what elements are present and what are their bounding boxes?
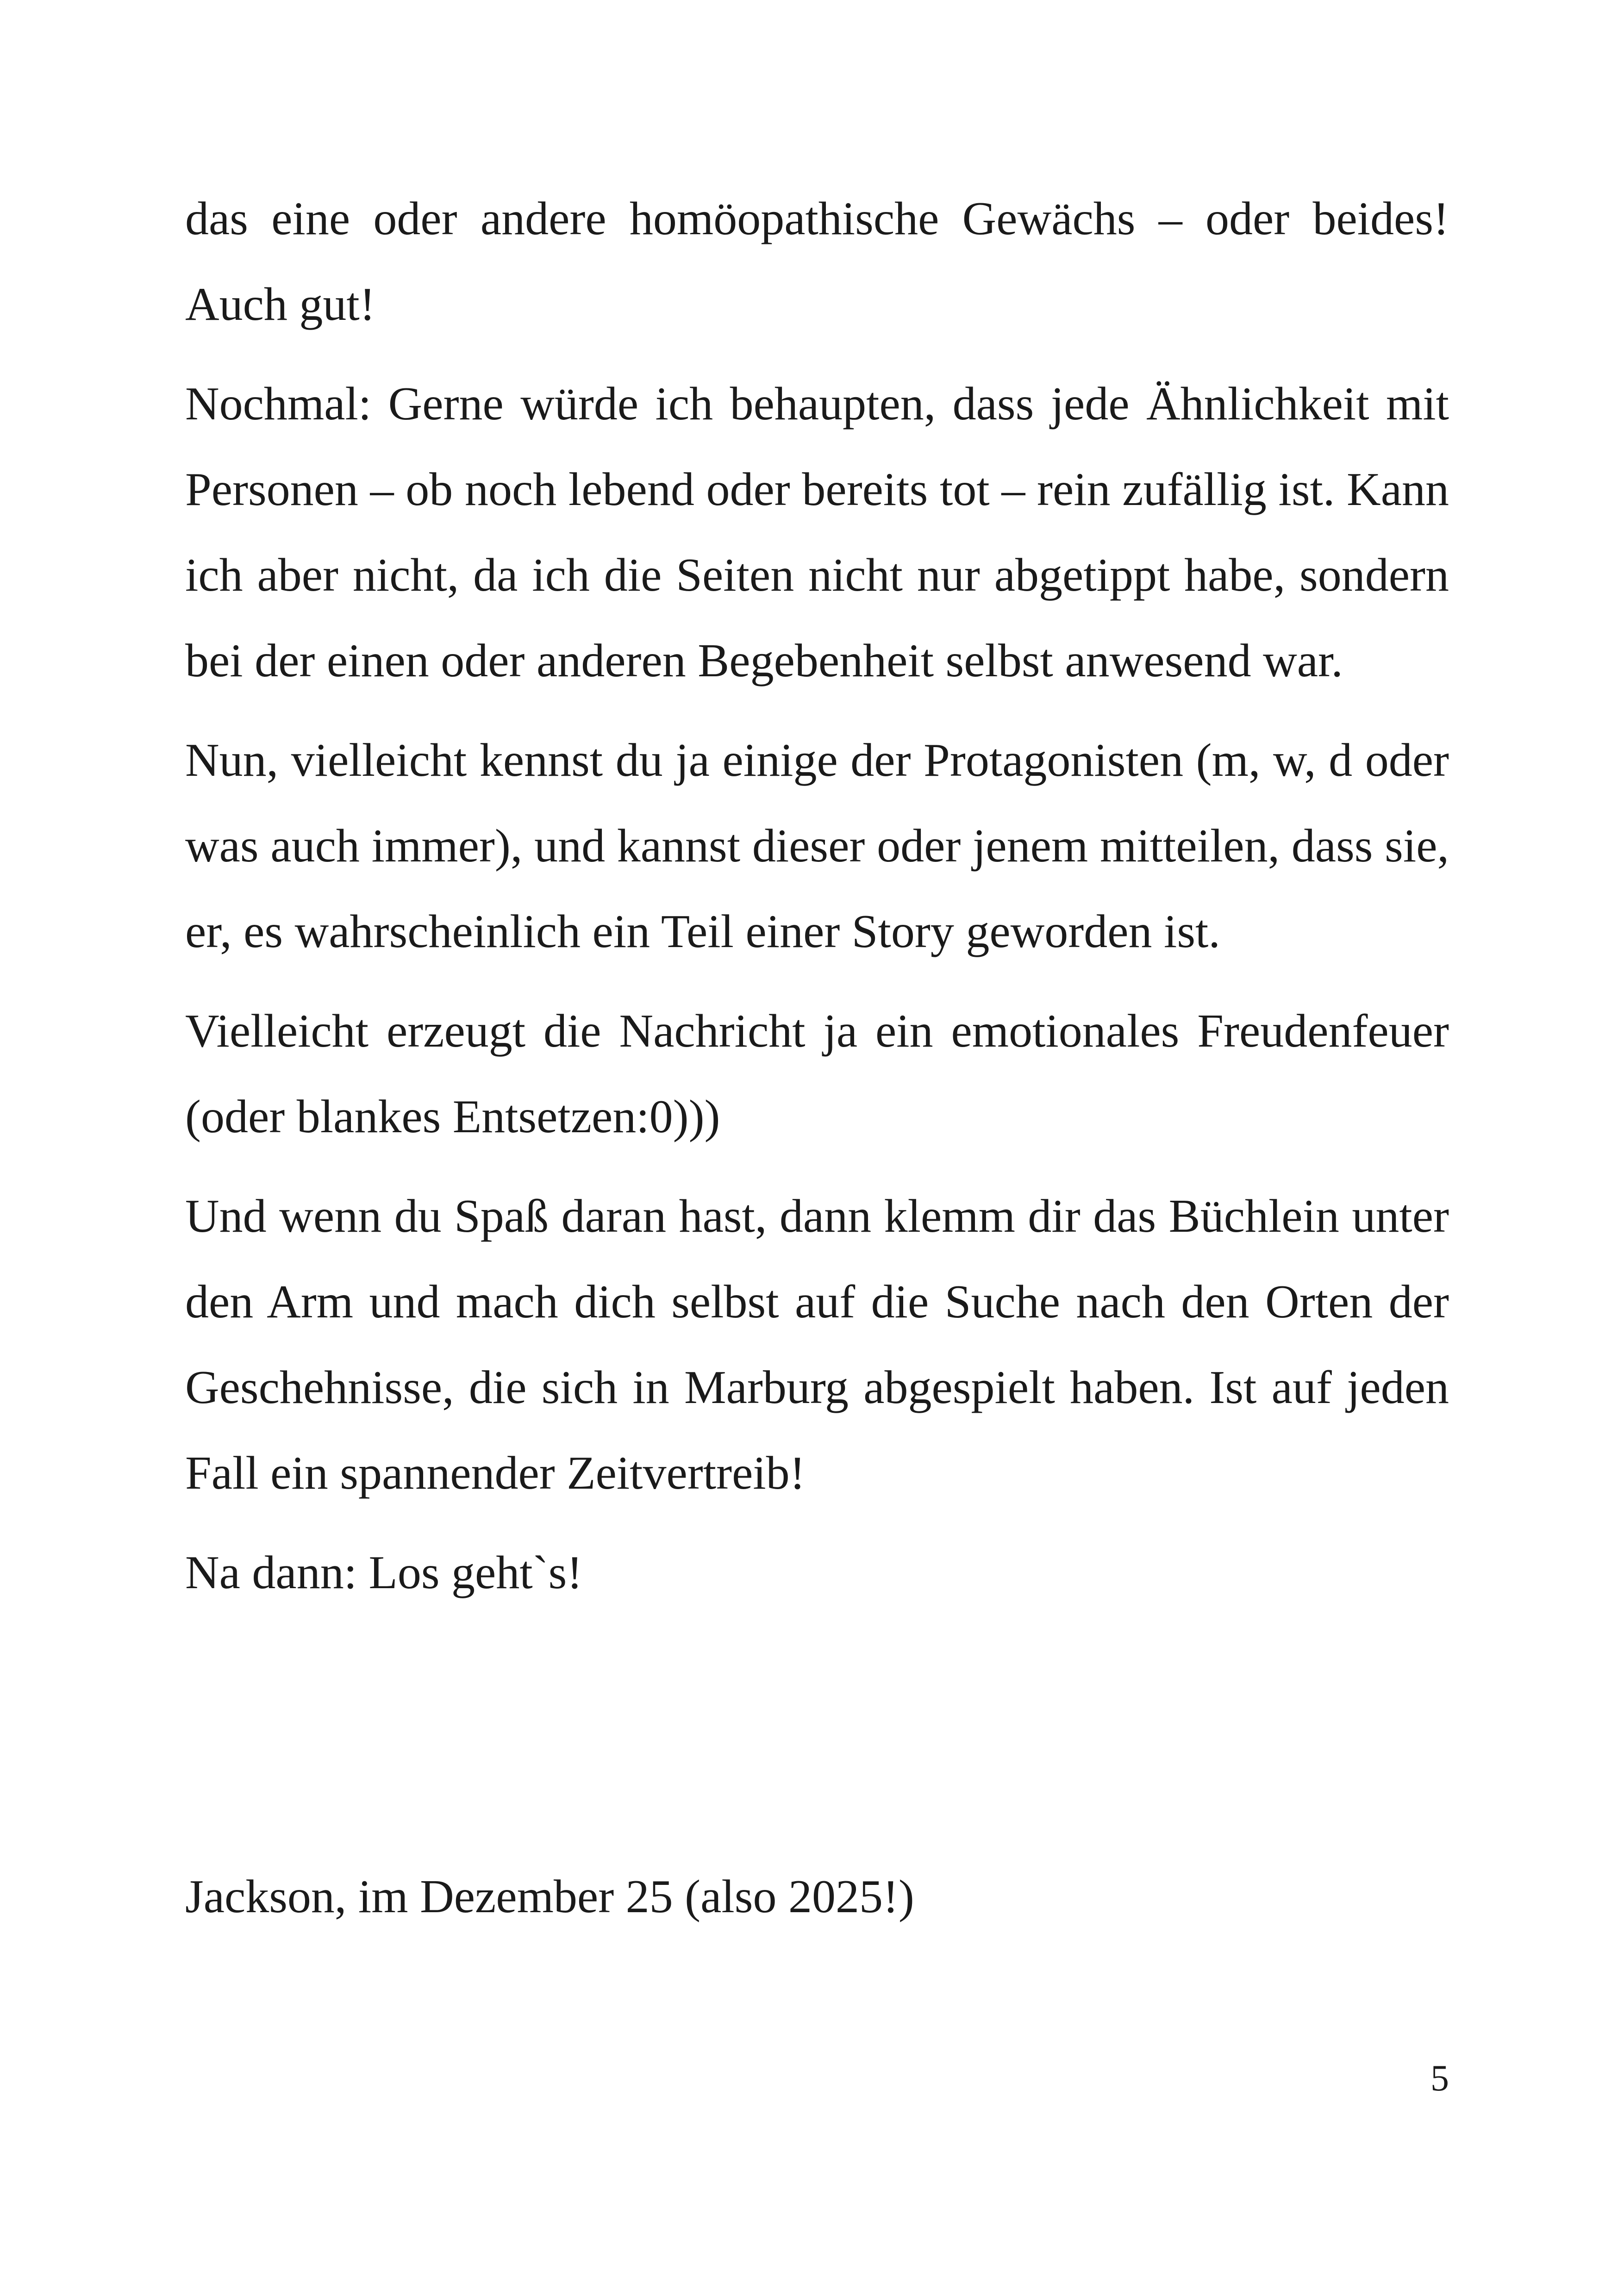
- body-text: [185, 176, 1449, 1629]
- paragraph-3: Nun, vielleicht kennst du ja einige der Protagonisten (m, w, d oder was auch immer), und kannst dieser oder jenem mitteilen, dass sie, er, es wahrscheinlich ein Teil einer Story geworden ist.: [185, 734, 1449, 958]
- paragraph-1: das eine oder andere homöopathische Gewächs – oder beides! Auch gut!: [185, 193, 1449, 331]
- page-number: 5: [1430, 2058, 1449, 2099]
- signature-line: Jackson, im Dezember 25 (also 2025!): [185, 1871, 914, 1923]
- paragraph-5: Und wenn du Spaß daran hast, dann klemm dir das Büchlein unter den Arm und mach dich selbst auf die Suche nach den Orten der Geschehnisse, die sich in Marburg abgespielt haben. Ist auf jeden Fall ein spannender Zeitvertreib!: [185, 1190, 1449, 1499]
- paragraph-6: Na dann: Los geht`s!: [185, 1547, 583, 1599]
- paragraph-2: Nochmal: Gerne würde ich behaupten, dass jede Ähnlichkeit mit Personen – ob noch lebend oder bereits tot – rein zufällig ist. Kann ich aber nicht, da ich die Seiten nicht nur abgetippt habe, sondern bei der einen oder anderen Begebenheit selbst anwesend war.: [185, 378, 1449, 687]
- paragraph-4: Vielleicht erzeugt die Nachricht ja ein emotionales Freudenfeuer (oder blankes Entsetzen:0))): [185, 1005, 1449, 1143]
